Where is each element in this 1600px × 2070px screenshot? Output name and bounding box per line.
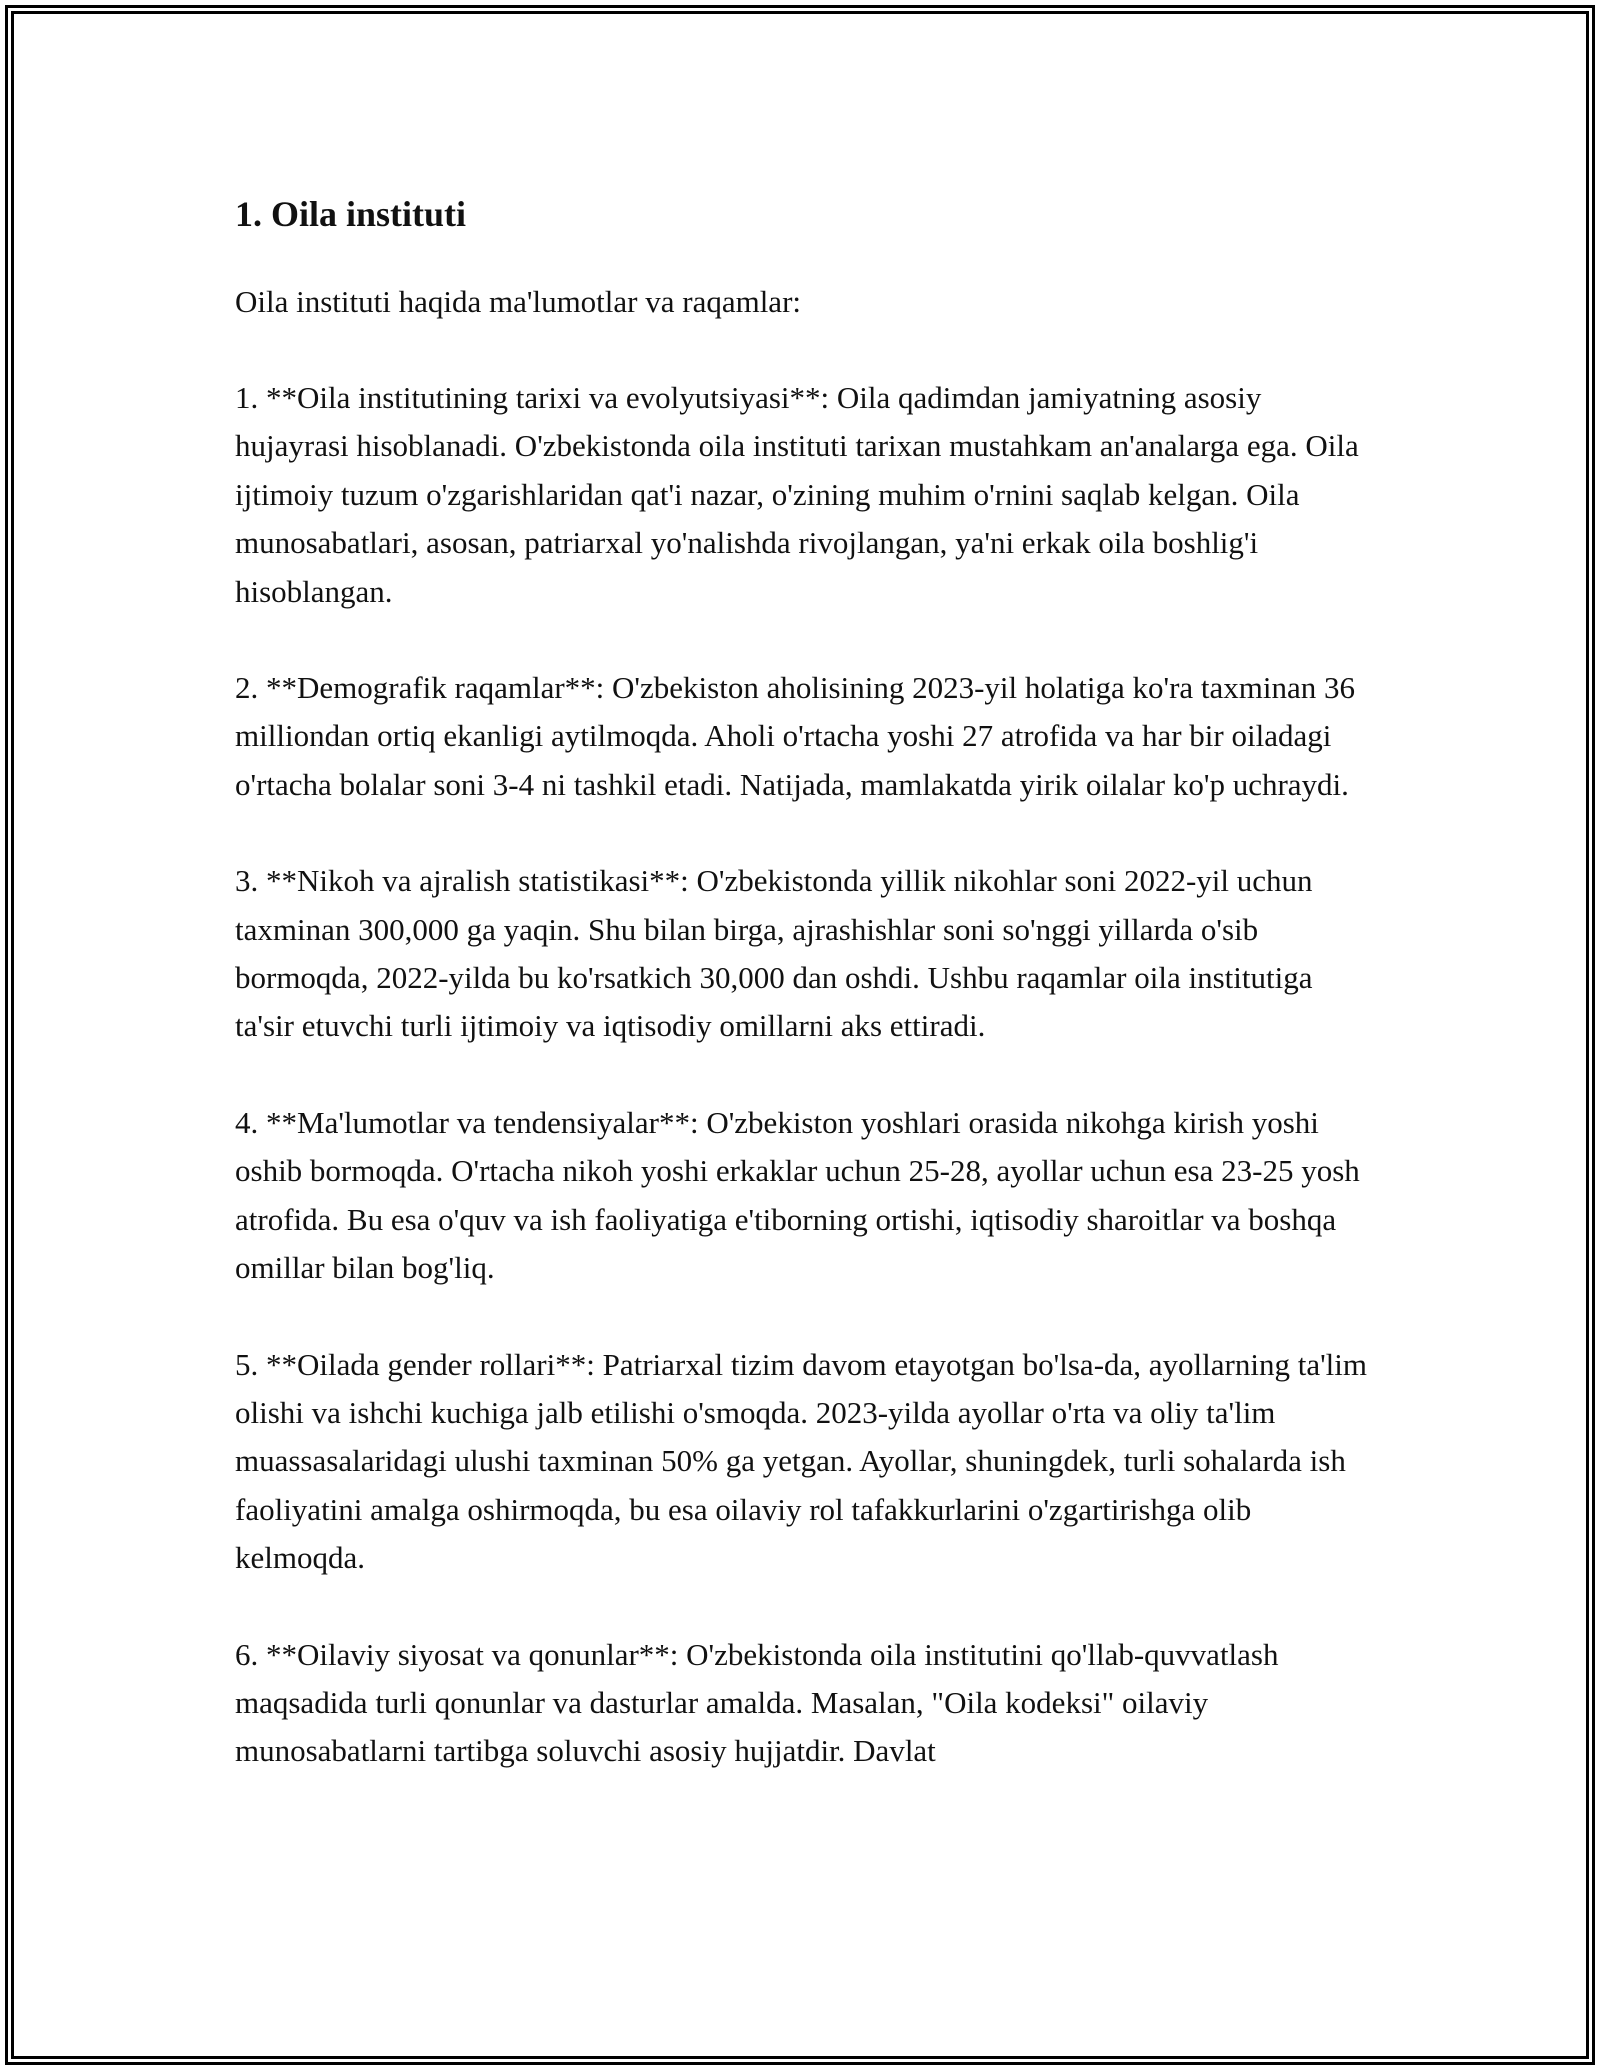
list-item-family-policy: 6. **Oilaviy siyosat va qonunlar**: O'zbekistonda oila institutini qo'llab-quvvatlash maqsadida turli qonunlar va dasturlar amalda. Masalan, "Oila kodeksi" oilaviy munosabatlarni tartibga soluvchi asosiy hujjatdir. Davlat: [235, 1636, 1279, 1769]
list-item-history: 1. **Oila institutining tarixi va evolyutsiyasi**: Oila qadimdan jamiyatning asosiy hujayrasi hisoblanadi. O'zbekistonda oila instituti tarixan mustahkam an'analarga ega. Oila ijtimoiy tuzum o'zgarishlaridan qat'i nazar, o'zining muhim o'rnini saqlab kelgan. Oila munosabatlari, asosan, patriarxal yo'nalishda rivojlangan, ya'ni erkak oila boshlig'i hisoblangan.: [235, 380, 1359, 609]
list-item-trends: 4. **Ma'lumotlar va tendensiyalar**: O'zbekiston yoshlari orasida nikohga kirish yoshi oshib bormoqda. O'rtacha nikoh yoshi erkaklar uchun 25-28, ayollar uchun esa 23-25 yosh atrofida. Bu esa o'quv va ish faoliyatiga e'tiborning ortishi, iqtisodiy sharoitlar va boshqa omillar bilan bog'liq.: [235, 1104, 1360, 1286]
document-body: [235, 186, 1375, 1776]
list-item-demographics: 2. **Demografik raqamlar**: O'zbekiston aholisining 2023-yil holatiga ko'ra taxminan 36 milliondan ortiq ekanligi aytilmoqda. Aholi o'rtacha yoshi 27 atrofida va har bir oiladagi o'rtacha bolalar soni 3-4 ni tashkil etadi. Natijada, mamlakatda yirik oilalar ko'p uchraydi.: [235, 670, 1356, 802]
intro-paragraph: Oila instituti haqida ma'lumotlar va raqamlar:: [235, 284, 802, 319]
list-item-marriage-divorce: 3. **Nikoh va ajralish statistikasi**: O'zbekistonda yillik nikohlar soni 2022-yil uchun taxminan 300,000 ga yaqin. Shu bilan birga, ajrashishlar soni so'nggi yillarda o'sib bormoqda, 2022-yilda bu ko'rsatkich 30,000 dan oshdi. Ushbu raqamlar oila institutiga ta'sir etuvchi turli ijtimoiy va iqtisodiy omillarni aks ettiradi.: [235, 863, 1313, 1044]
section-title: 1. Oila instituti: [235, 194, 467, 234]
list-item-gender-roles: 5. **Oilada gender rollari**: Patriarxal tizim davom etayotgan bo'lsa-da, ayollarning ta'lim olishi va ishchi kuchiga jalb etilishi o'smoqda. 2023-yilda ayollar o'rta va oliy ta'lim muassasalaridagi ulushi taxminan 50% ga yetgan. Ayollar, shuningdek, turli sohalarda ish faoliyatini amalga oshirmoqda, bu esa oilaviy rol tafakkurlarini o'zgartirishga olib kelmoqda.: [235, 1346, 1367, 1576]
